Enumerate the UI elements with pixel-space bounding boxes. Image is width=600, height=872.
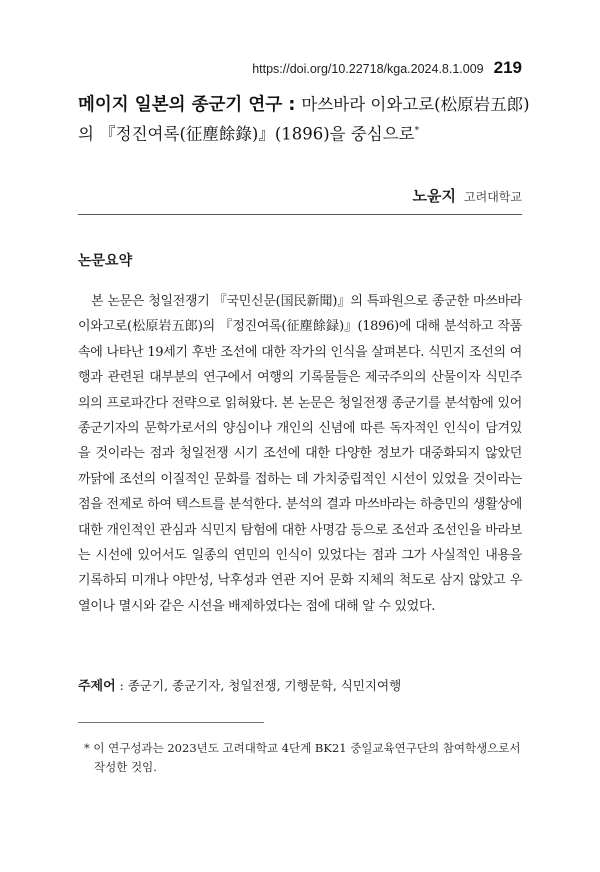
- keywords-label: 주제어: [78, 679, 116, 694]
- keywords-line: [78, 676, 522, 697]
- page-header: [252, 58, 522, 78]
- footnote-divider: [78, 722, 264, 723]
- author-affiliation: 고려대학교: [464, 190, 522, 204]
- title-divider: [78, 214, 522, 215]
- author-name: 노윤지: [412, 187, 457, 205]
- footnote-marker: *: [84, 741, 90, 755]
- page-number: 219: [493, 58, 522, 77]
- keywords-separator: :: [115, 678, 128, 693]
- abstract-heading: 논문요약: [78, 253, 133, 269]
- title-footnote-marker[interactable]: *: [414, 126, 420, 136]
- title-separator: :: [282, 95, 302, 115]
- footnote-text: 이 연구성과는 2023년도 고려대학교 4단계 BK21 중일교육연구단의 참여학생으로서 작성한 것임.: [89, 741, 521, 774]
- keywords-terms: 종군기, 종군기자, 청일전쟁, 기행문학, 식민지여행: [127, 678, 402, 693]
- abstract-body: 본 논문은 청일전쟁기 『국민신문(国民新聞)』의 특파원으로 종군한 마쓰바라 이와고로(松原岩五郎)의 『정진여록(征塵餘録)』(1896)에 대해 분석하고 작품 속에 나타난 19세기 후반 조선에 대한 작가의 인식을 살펴본다. 식민지 조선의 여행과 관련된 대부분의 연구에서 여행의 기록물들은 제국주의의 산물이자 식민주의의 프로파간다 전략으로 읽혀왔다. 본 논문은 청일전쟁 종군기를 분석함에 있어 종군기자의 문학가로서의 양심이나 개인의 신념에 따른 독자적인 인식이 담겨있을 것이라는 점과 청일전쟁 시기 조선에 대한 다양한 정보가 대중화되지 않았던 까닭에 조선의 이질적인 문화를 접하는 데 가치중립적인 시선이 있었을 것이라는 점을 전제로 하여 텍스트를 분석한다. 분석의 결과 마쓰바라는 하층민의 생활상에 대한 개인적인 관심과 식민지 탐험에 대한 사명감 등으로 조선과 조선인을 바라보는 시선에 있어서도 일종의 연민의 인식이 있었다는 점과 그가 사실적인 내용을 기록하되 미개나 야만성, 낙후성과 연관 지어 문화 지체의 척도로 삼지 않았고 우열이나 멸시와 같은 시선을 배제하였다는 점에 대해 알 수 있었다.: [78, 294, 522, 614]
- paper-title: [78, 92, 538, 148]
- doi-link[interactable]: https://doi.org/10.22718/kga.2024.8.1.009: [252, 62, 484, 76]
- author-block: [413, 185, 522, 206]
- title-subtitle: 마쓰바라 이와고로(松原岩五郎)의 『정진여록(征塵餘錄)』(1896)을 중심으로: [78, 95, 530, 144]
- footnote: [84, 739, 532, 777]
- title-main: 메이지 일본의 종군기 연구: [78, 95, 283, 115]
